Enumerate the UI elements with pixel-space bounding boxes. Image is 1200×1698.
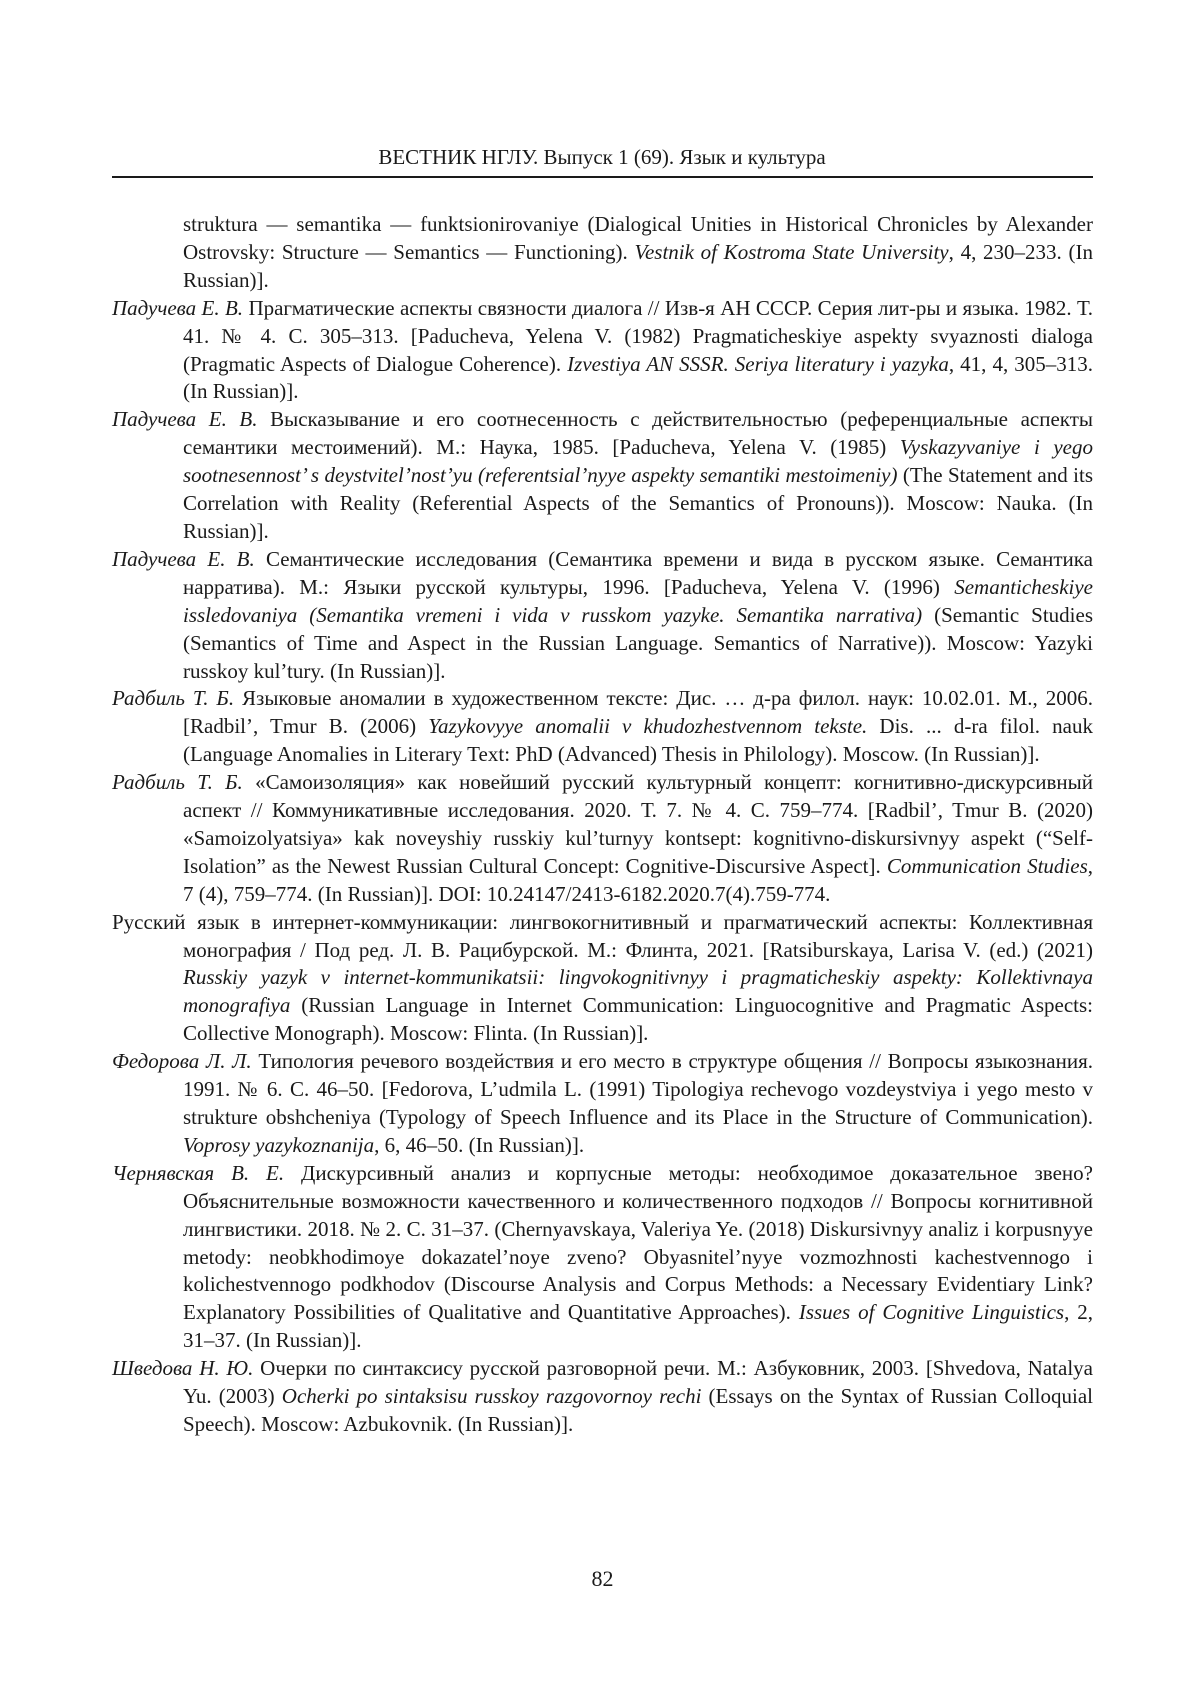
reference-item bbox=[112, 1160, 1093, 1355]
reference-source-title: Vestnik of Kostroma State University bbox=[634, 239, 949, 264]
reference-tail: Dis. ... d-ra filol. nauk (Language Anomalies in Literary Text: PhD (Advanced) Thesis in Philology). Moscow. (In Russian)]. bbox=[183, 714, 1093, 767]
reference-body: Семантические исследования (Семантика времени и вида в русском языке. Семантика нарратива). М.: Языки русской культуры, 1996. [Paducheva, Yelena V. (1996) bbox=[183, 546, 1093, 599]
reference-tail: , 41, 4, 305–313. (In Russian)]. bbox=[183, 351, 1093, 404]
reference-author: Чернявская В. Е. bbox=[112, 1160, 285, 1185]
reference-source-title: Voprosy yazykoznanija bbox=[183, 1132, 375, 1157]
reference-item bbox=[112, 211, 1093, 295]
reference-author: Шведова Н. Ю. bbox=[112, 1356, 254, 1381]
reference-body: «Самоизоляция» как новейший русский культурный концепт: когнитивно-дискурсивный аспект // Коммуникативные исследования. 2020. Т. 7. № 4. С. 759–774. [Radbil’, Tmur B. (2020) «Samoizolyatsiya» kak noveyshiy russkiy kul’turnyy kontsept: kognitivno-diskursivnyy aspekt (“Self-Isolation” as the Newest Russian Cultural Concept: Cognitive-Discursive Aspect]. bbox=[183, 770, 1094, 878]
reference-source-title: Communication Studies bbox=[886, 853, 1088, 878]
reference-body: Дискурсивный анализ и корпусные методы: необходимое доказательное звено? Объяснительные возможности качественного и количественного подходов // Вопросы когнитивной лингвистики. 2018. № 2. С. 31–37. (Chernyavskaya, Valeriya Ye. (2018) Diskursivnyy analiz i korpusnyye metody: neobkhodimoye dokazatel’noye zveno? Obyasnitel’nyye vozmozhnosti kachestvennogo i kolichestvennogo podkhodov (Discourse Analysis and Corpus Methods: a Necessary Evidentiary Link? Explanatory Possibilities of Qualitative and Quantitative Approaches). bbox=[183, 1160, 1093, 1325]
reference-source-title: Izvestiya AN SSSR. Seriya literatury i yazyka bbox=[567, 351, 949, 376]
reference-author: Падучева Е. В. bbox=[112, 546, 255, 571]
reference-tail: (Essays on the Syntax of Russian Colloquial Speech). Moscow: Azbukovnik. (In Russian)]. bbox=[183, 1384, 1093, 1436]
running-header: ВЕСТНИК НГЛУ. Выпуск 1 (69). Язык и культура bbox=[378, 145, 826, 169]
reference-body: Очерки по синтаксису русской разговорной речи. М.: Азбуковник, 2003. [Shvedova, Natalya Yu. (2003) bbox=[183, 1356, 1093, 1409]
reference-author: Падучева Е. В. bbox=[112, 295, 244, 320]
reference-list bbox=[112, 211, 1093, 1439]
reference-item bbox=[112, 406, 1093, 546]
reference-item bbox=[112, 909, 1093, 1049]
reference-source-title: Issues of Cognitive Linguistics bbox=[798, 1300, 1065, 1325]
reference-source-title: Semanticheskiye issledovaniya (Semantika vremeni i vida v russkom yazyke. Semantika narrativa) bbox=[183, 574, 1093, 627]
reference-tail: (The Statement and its Correlation with Reality (Referential Aspects of the Semantics of Pronouns)). Moscow: Nauka. (In Russian)]. bbox=[183, 463, 1093, 543]
reference-body: Языковые аномалии в художественном тексте: Дис. … д-ра филол. наук: 10.02.01. М., 2006. [Radbil’, Tmur B. (2006) bbox=[183, 686, 1093, 739]
header-rule bbox=[112, 176, 1093, 178]
reference-item bbox=[112, 295, 1093, 407]
page-number: 82 bbox=[591, 1566, 614, 1591]
reference-source-title: Yazykovyye anomalii v khudozhestvennom tekste. bbox=[428, 714, 868, 739]
reference-source-title: Vyskazyvaniye i yego sootnesennost’ s deystvitel’nost’yu (referentsial’nyye aspekty semantiki mestoimeniy) bbox=[183, 435, 1094, 488]
reference-body: Прагматические аспекты связности диалога // Изв-я АН СССР. Серия лит-ры и языка. 1982. Т. 41. № 4. С. 305–313. [Paducheva, Yelena V. (1982) Pragmaticheskiye aspekty svyaznosti dialoga (Pragmatic Aspects of Dialogue Coherence). bbox=[183, 295, 1093, 376]
reference-author: Федорова Л. Л. bbox=[112, 1049, 252, 1074]
reference-tail: , 6, 46–50. (In Russian)]. bbox=[374, 1132, 585, 1157]
reference-author: Падучева Е. В. bbox=[112, 407, 258, 432]
reference-author: Радбиль Т. Б. bbox=[112, 686, 235, 711]
reference-tail: , 7 (4), 759–774. (In Russian)]. DOI: 10.24147/2413-6182.2020.7(4).759-774. bbox=[183, 853, 1093, 906]
reference-item bbox=[112, 546, 1093, 686]
reference-body: Типология речевого воздействия и его место в структуре общения // Вопросы языкознания. 1991. № 6. С. 46–50. [Fedorova, L’udmila L. (1991) Tipologiya rechevogo vozdeystviya i yego mesto v strukture obshcheniya (Typology of Speech Influence and its Place in the Structure of Communication). bbox=[183, 1049, 1093, 1129]
reference-tail: , 4, 230–233. (In Russian)]. bbox=[183, 239, 1093, 292]
reference-body: struktura — semantika — funktsionirovaniye (Dialogical Unities in Historical Chronicles by Alexander Ostrovsky: Structure — Semantics — Functioning). bbox=[183, 212, 1093, 264]
reference-item bbox=[112, 769, 1093, 909]
reference-item bbox=[112, 1048, 1093, 1160]
reference-tail: , 2, 31–37. (In Russian)]. bbox=[183, 1300, 1094, 1353]
reference-source-title: Russkiy yazyk v internet-kommunikatsii: lingvokognitivnyy i pragmaticheskiy aspekty: Kollektivnaya monografiya bbox=[183, 965, 1093, 1018]
reference-source-title: Ocherki po sintaksisu russkoy razgovornoy rechi bbox=[281, 1384, 702, 1409]
reference-tail: (Russian Language in Internet Communication: Linguocognitive and Pragmatic Aspects: Collective Monograph). Moscow: Flinta. (In Russian)]. bbox=[183, 993, 1093, 1046]
reference-body: Русский язык в интернет-коммуникации: лингвокогнитивный и прагматический аспекты: Коллективная монография / Под ред. Л. В. Рацибурской. М.: Флинта, 2021. [Ratsiburskaya, Larisa V. (ed.) (2021) bbox=[112, 909, 1093, 962]
reference-author: Радбиль Т. Б. bbox=[112, 770, 243, 795]
reference-body: Высказывание и его соотнесенность с действительностью (референциальные аспекты семантики местоимений). М.: Наука, 1985. [Paducheva, Yelena V. (1985) bbox=[183, 407, 1093, 460]
reference-tail: (Semantic Studies (Semantics of Time and Aspect in the Russian Language. Semantics of Narrative)). Moscow: Yazyki russkoy kul’tury. (In Russian)]. bbox=[183, 602, 1093, 683]
reference-item bbox=[112, 685, 1093, 769]
reference-item bbox=[112, 1355, 1093, 1439]
